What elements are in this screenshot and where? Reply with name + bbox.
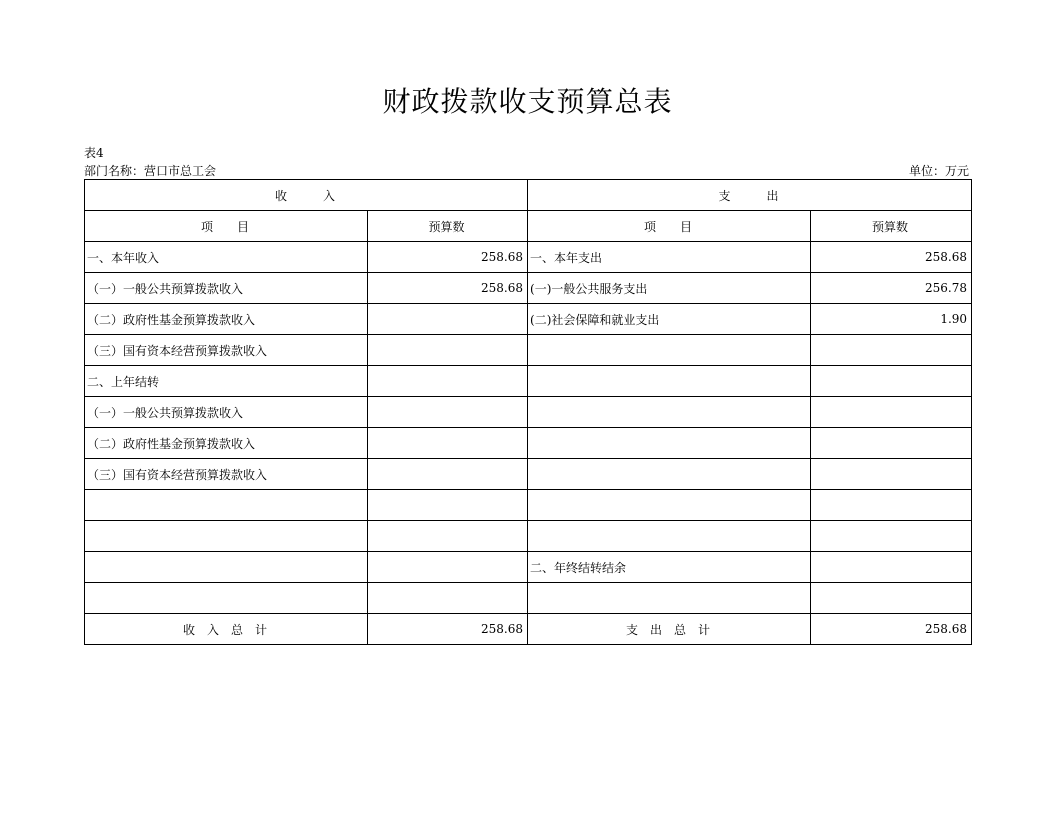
expense-item-cell [528,366,811,397]
income-budget-header: 预算数 [368,211,528,242]
expense-item-cell [528,521,811,552]
table-row [85,521,972,552]
expense-item-cell [528,459,811,490]
table-row [85,583,972,614]
income-amount-cell [368,428,528,459]
header-row-section [85,180,972,211]
expense-item-cell [528,490,811,521]
table-row [85,490,972,521]
expense-amount-cell [811,366,972,397]
expense-item-header: 项 目 [528,211,811,242]
expense-item-cell [528,335,811,366]
unit-label: 单位：万元 [908,164,969,178]
income-amount-cell [368,583,528,614]
income-amount-cell: 258.68 [368,242,528,273]
income-item-cell: （二）政府性基金预算拨款收入 [85,304,368,335]
income-item-cell: （三）国有资本经营预算拨款收入 [85,459,368,490]
expense-item-cell: 二、年终结转结余 [528,552,811,583]
expense-item-cell [528,428,811,459]
table-row [85,428,972,459]
expense-amount-cell [811,552,972,583]
expense-amount-cell [811,583,972,614]
table-row [85,366,972,397]
expense-item-cell [528,397,811,428]
expense-amount-cell [811,428,972,459]
income-amount-cell [368,490,528,521]
income-item-header: 项 目 [85,211,368,242]
income-item-cell [85,490,368,521]
expense-item-cell: (二)社会保障和就业支出 [528,304,811,335]
income-amount-cell [368,552,528,583]
expense-section-header: 支 出 [528,180,972,211]
header-row-columns [85,211,972,242]
table-row [85,397,972,428]
income-item-cell: （三）国有资本经营预算拨款收入 [85,335,368,366]
income-amount-cell [368,521,528,552]
table-row [85,273,972,304]
income-amount-cell [368,304,528,335]
table-row [85,459,972,490]
income-item-cell [85,583,368,614]
income-amount-cell [368,459,528,490]
budget-table [84,179,972,645]
expense-amount-cell [811,521,972,552]
expense-amount-cell [811,335,972,366]
expense-amount-cell [811,459,972,490]
table-number: 表4 [84,146,104,160]
expense-item-cell: 一、本年支出 [528,242,811,273]
table-row [85,335,972,366]
expense-amount-cell [811,397,972,428]
expense-amount-cell [811,490,972,521]
expense-item-cell: (一)一般公共服务支出 [528,273,811,304]
income-amount-cell [368,366,528,397]
income-amount-cell [368,335,528,366]
table-row [85,304,972,335]
income-total-amount: 258.68 [368,614,528,645]
income-item-cell: （一）一般公共预算拨款收入 [85,397,368,428]
expense-amount-cell: 258.68 [811,242,972,273]
income-item-cell: 一、本年收入 [85,242,368,273]
income-item-cell [85,521,368,552]
page-title: 财政拨款收支预算总表 [382,85,673,118]
income-item-cell: （一）一般公共预算拨款收入 [85,273,368,304]
expense-item-cell [528,583,811,614]
income-total-label: 收 入 总 计 [85,614,368,645]
department-name: 部门名称：营口市总工会 [84,164,217,178]
income-amount-cell: 258.68 [368,273,528,304]
income-item-cell: 二、上年结转 [85,366,368,397]
expense-total-amount: 258.68 [811,614,972,645]
income-item-cell [85,552,368,583]
expense-amount-cell: 256.78 [811,273,972,304]
table-row [85,242,972,273]
expense-amount-cell: 1.90 [811,304,972,335]
expense-total-label: 支 出 总 计 [528,614,811,645]
totals-row [85,614,972,645]
income-amount-cell [368,397,528,428]
table-row [85,552,972,583]
income-section-header: 收 入 [85,180,528,211]
income-item-cell: （二）政府性基金预算拨款收入 [85,428,368,459]
expense-budget-header: 预算数 [811,211,972,242]
